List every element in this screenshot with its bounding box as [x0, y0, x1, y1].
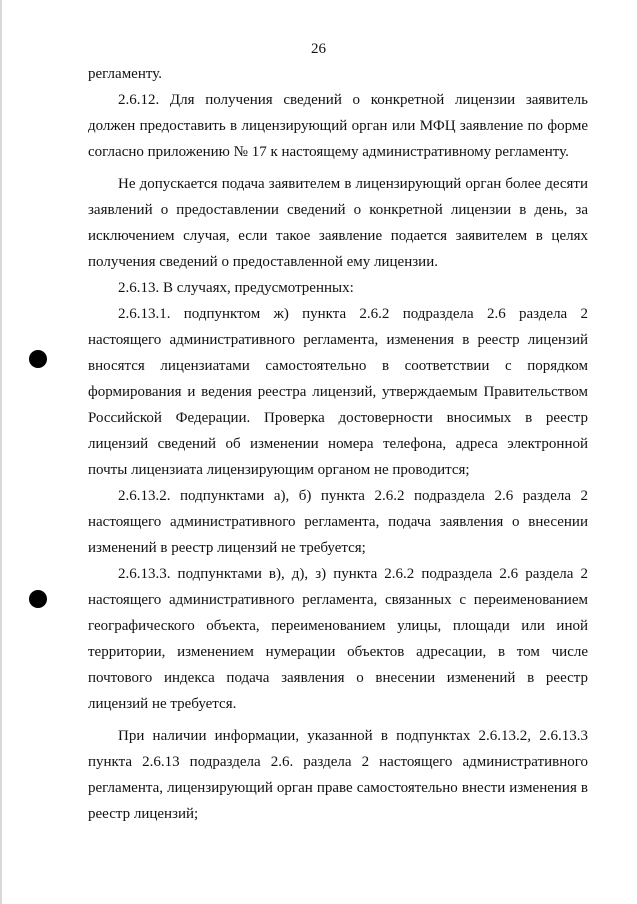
punch-hole-mark	[29, 350, 47, 368]
paragraph-2-6-13-2: 2.6.13.2. подпунктами а), б) пункта 2.6.2 подраздела 2.6 раздела 2 настоящего административного регламента, подача заявления о внесении изменений в реестр лицензий не требуется;	[88, 488, 588, 556]
punch-hole-mark	[29, 590, 47, 608]
page-number: 26	[311, 41, 326, 57]
paragraph-2-6-13: 2.6.13. В случаях, предусмотренных:	[118, 280, 354, 296]
paragraph-continuation: регламенту.	[88, 66, 162, 82]
paragraph-2-6-13-1: 2.6.13.1. подпунктом ж) пункта 2.6.2 подраздела 2.6 раздела 2 настоящего административного регламента, изменения в реестр лицензий вносятся лицензиатами самостоятельно в соответствии с порядком формирования и ведения реестра лицензий, утверждаемым Правительством Российской Федерации. Проверка достоверности вносимых в реестр лицензий сведений об изменении номера телефона, адреса электронной почты лицензиата лицензирующим органом не проводится;	[88, 306, 588, 478]
paragraph-2-6-12: 2.6.12. Для получения сведений о конкретной лицензии заявитель должен предоставить в лицензирующий орган или МФЦ заявление по форме согласно приложению № 17 к настоящему административному регламенту.	[88, 92, 588, 160]
paragraph-2-6-13-3: 2.6.13.3. подпунктами в), д), з) пункта 2.6.2 подраздела 2.6 раздела 2 настоящего административного регламента, связанных с переименованием географического объекта, переименованием улицы, площади или иной территории, изменением нумерации объектов адресации, в том числе почтового индекса подача заявления о внесении изменений в реестр лицензий не требуется.	[88, 566, 588, 712]
paragraph-restriction: Не допускается подача заявителем в лицензирующий орган более десяти заявлений о предоставлении сведений о конкретной лицензии в день, за исключением случая, если такое заявление подается заявителем в целях получения сведений о предоставленной ему лицензии.	[88, 176, 588, 270]
paragraph-information-note: При наличии информации, указанной в подпунктах 2.6.13.2, 2.6.13.3 пункта 2.6.13 подраздела 2.6. раздела 2 настоящего административного регламента, лицензирующий орган праве самостоятельно внести изменения в реестр лицензий;	[88, 728, 588, 822]
page-edge-shadow	[0, 0, 2, 904]
document-body	[88, 61, 588, 827]
